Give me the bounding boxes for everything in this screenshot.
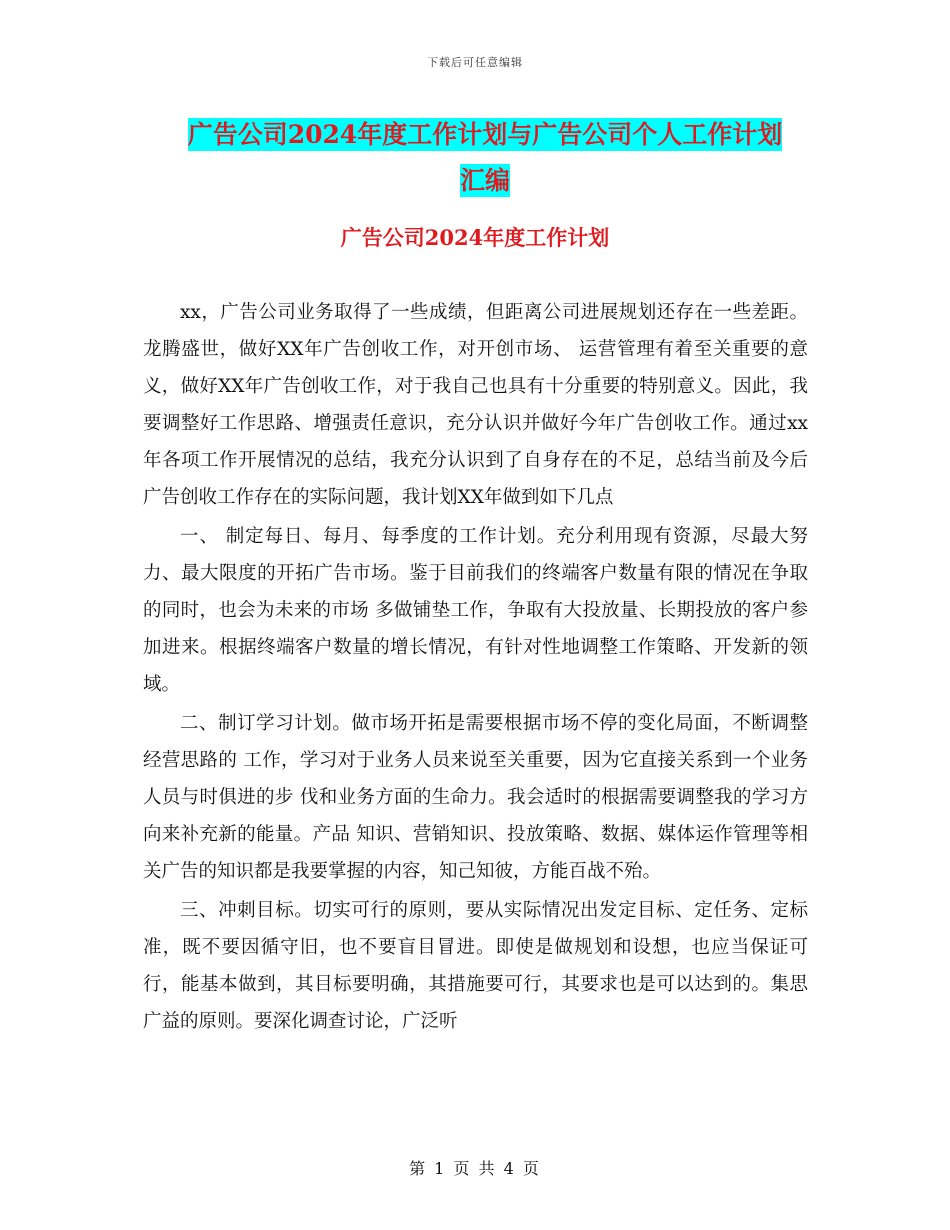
paragraph-point-2: 二、制订学习计划。做市场开拓是需要根据市场不停的变化局面，不断调整经营思路的 工作，学习对于业务人员来说至关重要，因为它直接关系到一个业务人员与时俱进的步 伐和业务方面的生命力。我会适时的根据需要调整我的学习方向来补充新的能量。产品 知识、营销知识、投放策略、数据、媒体运作管理等相关广告的知识都是我要掌握的内容，知己知彼，方能百战不殆。 bbox=[143, 713, 808, 882]
document-title-line-1: 广告公司2024年度工作计划与广告公司个人工作计划 bbox=[187, 120, 783, 149]
paragraph-point-1: 一、 制定每日、每月、每季度的工作计划。充分利用现有资源，尽最大努力、最大限度的开拓广告市场。鉴于目前我们的终端客户数量有限的情况在争取的同时，也会为未来的市场 多做铺垫工作，争取有大投放量、长期投放的客户参加进来。根据终端客户数量的增长情况，有针对性地调整工作策略、开发新的领域。 bbox=[143, 526, 808, 695]
page-number: 第 1 页 共 4 页 bbox=[409, 1159, 541, 1178]
paragraph-point-3: 三、冲刺目标。切实可行的原则，要从实际情况出发定目标、定任务、定标准，既不要因循守旧，也不要盲目冒进。即使是做规划和设想，也应当保证可行，能基本做到，其目标要明确，其措施要可行，其要求也是可以达到的。集思广益的原则。要深化调查讨论，广泛听 bbox=[143, 900, 808, 1032]
header-note: 下载后可任意编辑 bbox=[427, 56, 523, 69]
document-body bbox=[143, 294, 808, 1042]
document-title-line-2: 汇编 bbox=[459, 166, 510, 195]
paragraph-intro: xx，广告公司业务取得了一些成绩，但距离公司进展规划还存在一些差距。龙腾盛世，做好XX年广告创收工作，对开创市场、 运营管理有着至关重要的意义，做好XX年广告创收工作，对于我自己也具有十分重要的特别意义。因此，我要调整好工作思路、增强责任意识，充分认识并做好今年广告创收工作。通过xx年各项工作开展情况的总结，我充分认识到了自身存在的不足，总结当前及今后广告创收工作存在的实际问题，我计划XX年做到如下几点 bbox=[143, 302, 808, 508]
section-title: 广告公司2024年度工作计划 bbox=[340, 225, 610, 250]
document-title bbox=[140, 112, 830, 204]
